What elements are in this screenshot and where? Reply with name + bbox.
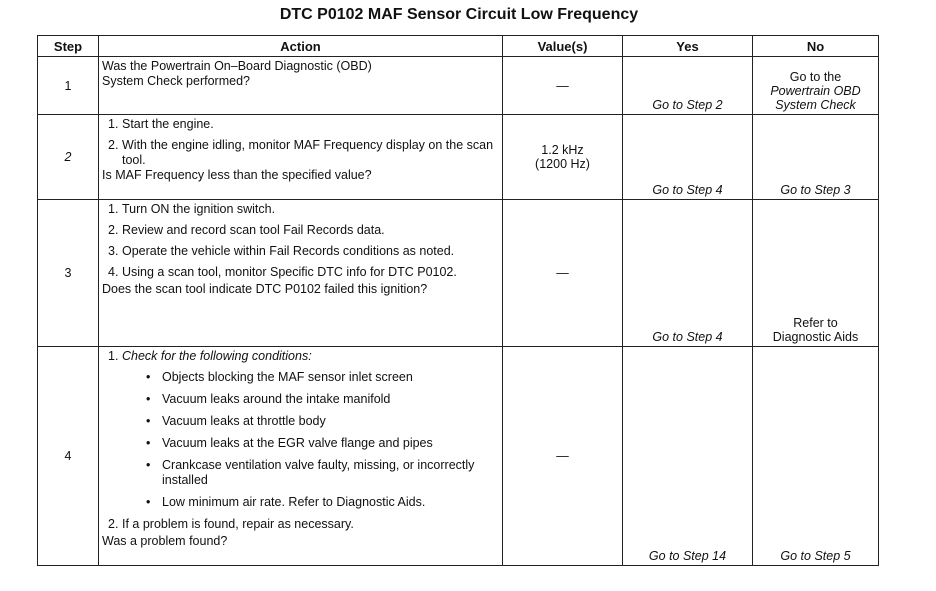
yes-cell: Go to Step 4 xyxy=(623,200,753,347)
action-item: 3. Operate the vehicle within Fail Records conditions as noted. xyxy=(108,244,455,258)
table-row-step-2 xyxy=(38,115,879,200)
table-title: DTC P0102 MAF Sensor Circuit Low Frequency xyxy=(279,6,639,23)
action-question: Was the Powertrain On–Board Diagnostic (OBD) System Check performed? xyxy=(102,59,372,88)
action-cell xyxy=(99,200,503,347)
condition-bullet: • Vacuum leaks at the EGR valve flange and pipes xyxy=(146,436,433,450)
value-cell: 1.2 kHz (1200 Hz) xyxy=(503,115,623,200)
action-question: Is MAF Frequency less than the specified value? xyxy=(102,168,372,182)
header-row xyxy=(38,36,879,57)
action-question: Does the scan tool indicate DTC P0102 failed this ignition? xyxy=(102,282,428,296)
header-values: Value(s) xyxy=(503,36,623,57)
header-step: Step xyxy=(38,36,99,57)
yes-cell: Go to Step 2 xyxy=(623,57,753,115)
no-cell: Refer to Diagnostic Aids xyxy=(753,200,879,347)
condition-bullet: • Vacuum leaks at throttle body xyxy=(146,414,326,428)
action-item: 2. With the engine idling, monitor MAF Frequency display on the scan tool. xyxy=(108,138,494,167)
table-row-step-4 xyxy=(38,347,879,566)
step-number: 1 xyxy=(38,57,99,115)
condition-bullet: • Objects blocking the MAF sensor inlet screen xyxy=(146,370,413,384)
action-item: 1. Turn ON the ignition switch. xyxy=(108,202,276,216)
no-cell: Go to Step 3 xyxy=(753,115,879,200)
step-number: 2 xyxy=(38,115,99,200)
action-cell xyxy=(99,57,503,115)
action-question: Was a problem found? xyxy=(102,534,228,548)
action-cell xyxy=(99,347,503,566)
yes-cell: Go to Step 14 xyxy=(623,347,753,566)
value-cell: — xyxy=(503,57,623,115)
table-row-step-1 xyxy=(38,57,879,115)
action-item: 2. Review and record scan tool Fail Records data. xyxy=(108,223,385,237)
action-item: 1. Check for the following conditions: xyxy=(108,349,312,363)
yes-cell: Go to Step 4 xyxy=(623,115,753,200)
header-yes: Yes xyxy=(623,36,753,57)
condition-bullet: • Low minimum air rate. Refer to Diagnostic Aids. xyxy=(146,495,426,509)
value-cell: — xyxy=(503,347,623,566)
diagnostic-table xyxy=(37,35,879,566)
action-item: 4. Using a scan tool, monitor Specific DTC info for DTC P0102. xyxy=(108,265,457,279)
header-no: No xyxy=(753,36,879,57)
condition-bullet: • Vacuum leaks around the intake manifold xyxy=(146,392,391,406)
table-row-step-3 xyxy=(38,200,879,347)
step-number: 3 xyxy=(38,200,99,347)
action-cell xyxy=(99,115,503,200)
no-cell: Go to Step 5 xyxy=(753,347,879,566)
no-cell: Go to the Powertrain OBD System Check xyxy=(753,57,879,115)
step-number: 4 xyxy=(38,347,99,566)
condition-bullet: • Crankcase ventilation valve faulty, missing, or incorrectly installed xyxy=(146,458,475,487)
value-cell: — xyxy=(503,200,623,347)
action-item: 2. If a problem is found, repair as necessary. xyxy=(108,517,354,531)
action-item: 1. Start the engine. xyxy=(108,117,214,131)
header-action: Action xyxy=(99,36,503,57)
